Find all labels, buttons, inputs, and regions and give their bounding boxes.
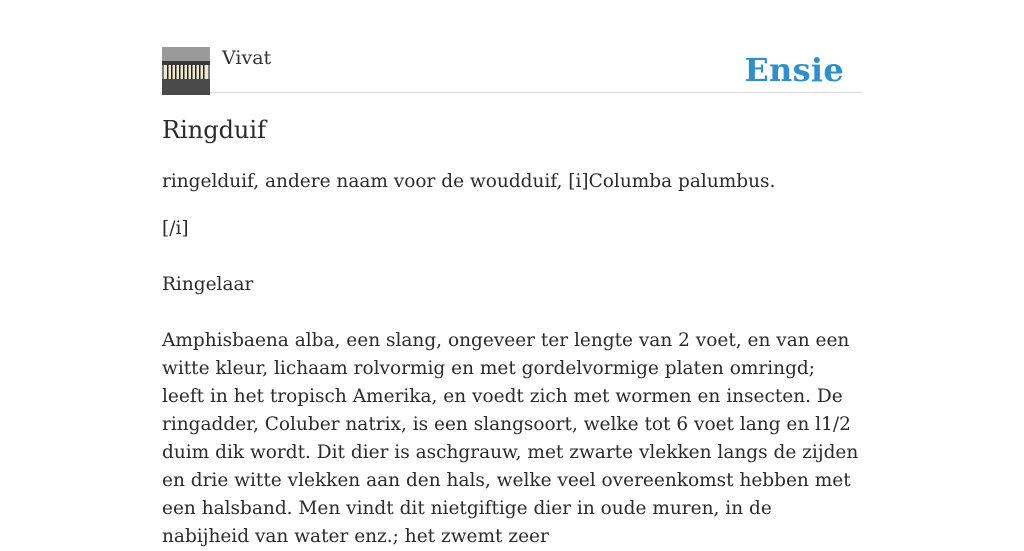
definition-paragraph: Amphisbaena alba, een slang, ongeveer ter lengte van 2 voet, en van een witte kleur, lichaam rolvormig en met gordelvormige platen omringd; leeft in het tropisch Amerika, en voedt zich met wormen en insecten. De ringadder, Coluber natrix, is een slangsoort, welke tot 6 voet lang en l1/2 duim dik wordt. Dit dier is aschgrauw, met zwarte vlekken langs de zijden en drie witte vlekken aan den hals, welke veel overeenkomst hebben met een halsband. Men vindt dit nietgiftige dier in oude muren, in de nabijheid van water enz.; het zwemt zeer	[162, 330, 859, 547]
header	[162, 46, 862, 93]
definition-paragraph: Ringelaar	[162, 274, 254, 295]
author-name[interactable]: Vivat	[222, 47, 272, 69]
piano-keys-icon	[162, 47, 210, 95]
article	[162, 114, 862, 551]
definition-paragraph: ringelduif, andere naam voor de woudduif, [i]Columba palumbus.	[162, 171, 776, 192]
avatar[interactable]	[162, 47, 210, 95]
definition-paragraph: [/i]	[162, 218, 189, 239]
article-title: Ringduif	[162, 116, 266, 144]
site-logo[interactable]: Ensie	[744, 51, 844, 89]
